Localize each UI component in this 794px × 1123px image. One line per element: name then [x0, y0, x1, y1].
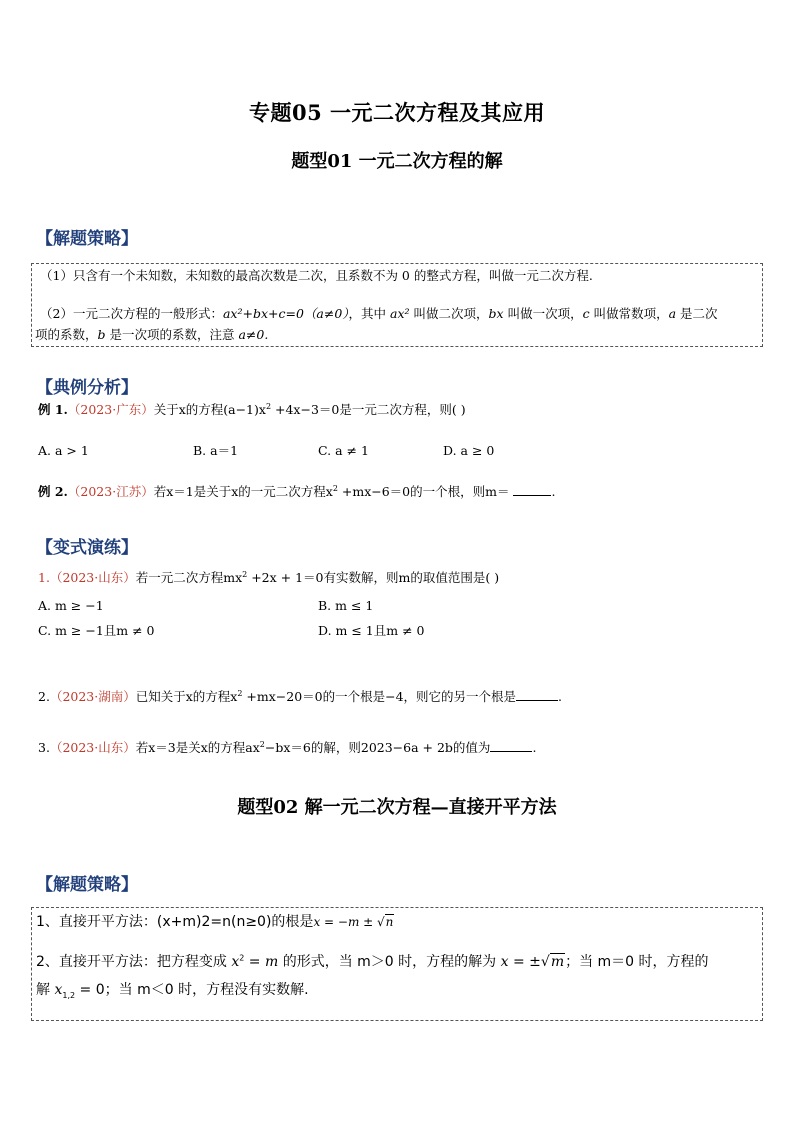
answer-blank[interactable]: [490, 739, 532, 752]
examples-header: 【典例分析】: [36, 378, 138, 398]
strategy1-line2: （2）一元二次方程的一般形式：ax²+bx+c=0（a≠0），其中 ax² 叫做二次项，bx 叫做一次项，c 叫做常数项，a 是二次: [40, 306, 718, 321]
example-2: 例 2.（2023·江苏）若x＝1是关于x的一元二次方程$x^2 +mx-6=0$的一个根，则m＝ .: [38, 483, 556, 499]
practice-header: 【变式演练】: [36, 538, 138, 558]
strategy1-line1: （1）只含有一个未知数，未知数的最高次数是二次，且系数不为 0 的整式方程，叫做一元二次方程.: [40, 268, 593, 283]
strategy-box-2: [31, 907, 763, 1021]
practice-1: 1.（2023·山东）若一元二次方程$mx^2 +2x + 1=0$有实数解，则m的取值范围是( ): [38, 569, 500, 585]
example1-option-b: B. a＝1: [193, 443, 239, 458]
section-title-type1: 题型01 一元二次方程的解: [291, 151, 503, 172]
example1-option-c: C. a ≠ 1: [318, 443, 369, 458]
practice-2: 2.（2023·湖南）已知关于x的方程$x^2 +mx-20=0$的一个根是−4，则它的另一个根是 .: [38, 688, 563, 704]
practice1-option-b: B. m ≤ 1: [318, 598, 374, 613]
practice1-option-a: A. m ≥ −1: [38, 598, 104, 613]
example1-option-d: D. a ≥ 0: [443, 443, 495, 458]
strategy2-line3: 解 $x_{1,2} = 0$；当 m＜0 时，方程没有实数解.: [36, 982, 309, 1000]
practice1-option-d: D. m ≤ 1且m ≠ 0: [318, 623, 425, 638]
strategy2-line2: 2、直接开平方法：把方程变成 $x^2 = m$ 的形式，当 m＞0 时，方程的解为 x = ±√m；当 m＝0 时，方程的: [36, 953, 709, 970]
practice1-option-c: C. m ≥ −1且m ≠ 0: [38, 623, 155, 638]
strategy-header-2: 【解题策略】: [36, 875, 138, 895]
answer-blank[interactable]: [513, 483, 551, 496]
practice-3: 3.（2023·山东）若x＝3是关x的方程$ax^2-bx=6$的解，则2023−6a + 2b的值为 .: [38, 739, 537, 755]
page-title: 专题05 一元二次方程及其应用: [248, 100, 546, 125]
example-1: 例 1.（2023·广东）关于x的方程$(a-1)x^2 +4x-3=0$是一元二次方程，则( ): [38, 401, 466, 417]
strategy2-line1: 1、直接开平方法：(x+m)2=n(n≥0)的根是x = −m ± √n: [36, 914, 394, 930]
answer-blank[interactable]: [516, 688, 558, 701]
strategy-header-1: 【解题策略】: [36, 229, 138, 249]
section-title-type2: 题型02 解一元二次方程—直接开平方法: [237, 797, 557, 818]
example1-option-a: A. a > 1: [38, 443, 89, 458]
strategy-box-1: [31, 263, 763, 347]
strategy1-line3: 项的系数，b 是一次项的系数，注意 a≠0.: [35, 327, 269, 342]
